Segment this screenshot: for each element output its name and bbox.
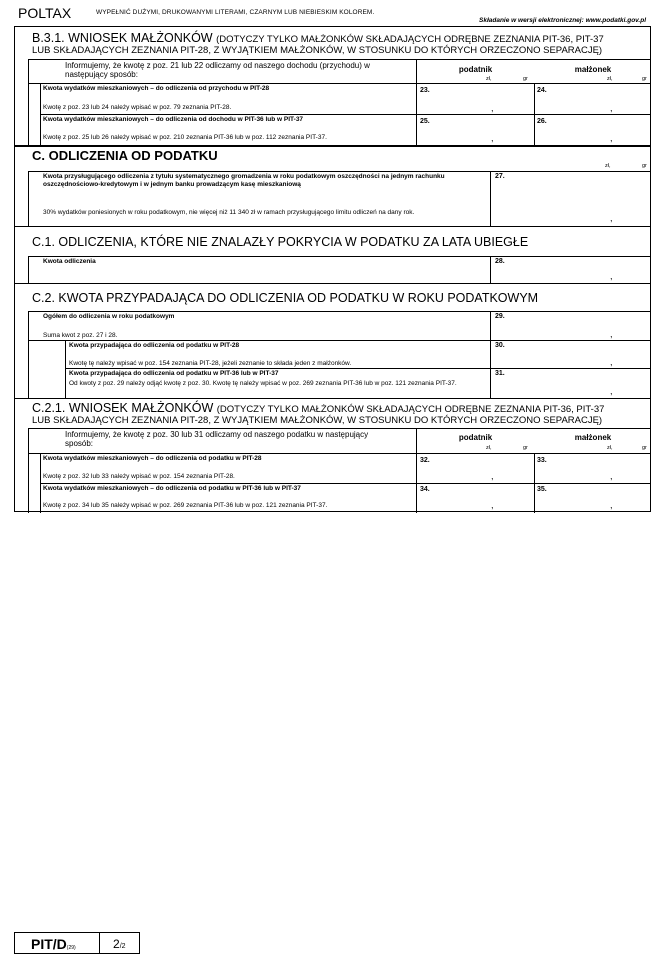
amount-field-28[interactable] bbox=[491, 257, 650, 282]
b31-row2-label: Kwota wydatków mieszkaniowych – do odliczenia od dochodu w PIT-36 lub w PIT-37 bbox=[43, 116, 304, 123]
section-c21-title: C.2.1. WNIOSEK MAŁŻONKÓW (DOTYCZY TYLKO MAŁŻONKÓW SKŁADAJĄCYCH ODRĘBNE ZEZNANIA PIT-36, PIT-37 bbox=[32, 401, 605, 415]
section-c-title: C. ODLICZENIA OD PODATKU bbox=[32, 148, 218, 163]
section-b31-title: B.3.1. WNIOSEK MAŁŻONKÓW (DOTYCZY TYLKO MAŁŻONKÓW SKŁADAJĄCYCH ODRĘBNE ZEZNANIA PIT-36, PIT-37 bbox=[32, 31, 604, 45]
field-24-number: 24. bbox=[537, 87, 547, 94]
c21-row1-label: Kwota wydatków mieszkaniowych – do odliczenia od podatku w PIT-28 bbox=[43, 455, 262, 462]
c2-row2-label: Kwota przypadająca do odliczenia od podatku w PIT-28 bbox=[69, 342, 240, 349]
c2-row1-label: Ogółem do odliczenia w roku podatkowym bbox=[43, 313, 175, 320]
field-29-number: 29. bbox=[495, 313, 505, 320]
field-30-number: 30. bbox=[495, 342, 505, 349]
col-taxpayer-c21: podatnik bbox=[458, 433, 493, 442]
c21-row2-label: Kwota wydatków mieszkaniowych – do odliczenia od podatku w PIT-36 lub w PIT-37 bbox=[43, 485, 301, 492]
field-25-number: 25. bbox=[420, 118, 430, 125]
amount-field-26[interactable] bbox=[535, 115, 650, 145]
amount-field-25[interactable] bbox=[417, 115, 533, 145]
amount-field-29[interactable] bbox=[491, 312, 650, 340]
section-c21-intro: Informujemy, że kwotę z poz. 30 lub 31 odliczamy od naszego podatku w następujący sposób: bbox=[65, 430, 369, 448]
section-c2-title: C.2. KWOTA PRZYPADAJĄCA DO ODLICZENIA OD PODATKU W ROKU PODATKOWYM bbox=[32, 291, 539, 305]
field-31-number: 31. bbox=[495, 370, 505, 377]
field-34-number: 34. bbox=[420, 486, 430, 493]
form-system-name: POLTAX bbox=[18, 5, 72, 21]
field-23-number: 23. bbox=[420, 87, 430, 94]
section-c1-label: Kwota odliczenia bbox=[43, 258, 96, 265]
amount-field-24[interactable] bbox=[535, 84, 650, 114]
section-b31-intro: Informujemy, że kwotę z poz. 21 lub 22 odliczamy od naszego dochodu (przychodu) w następujący sposób: bbox=[65, 61, 370, 79]
electronic-filing-note: Składanie w wersji elektronicznej: www.podatki.gov.pl bbox=[479, 17, 646, 24]
b31-row1-note: Kwotę z poz. 23 lub 24 należy wpisać w poz. 79 zeznania PIT-28. bbox=[43, 104, 232, 111]
b31-row1-label: Kwota wydatków mieszkaniowych – do odliczenia od przychodu w PIT-28 bbox=[43, 85, 270, 92]
amount-field-32[interactable] bbox=[417, 454, 533, 482]
amount-field-35[interactable] bbox=[535, 484, 650, 512]
field-32-number: 32. bbox=[420, 457, 430, 464]
amount-field-34[interactable] bbox=[417, 484, 533, 512]
form-page: B.3.1. WNIOSEK MAŁŻONKÓW (DOTYCZY TYLKO MAŁŻONKÓW SKŁADAJĄCYCH ODRĘBNE ZEZNANIA PIT-36, PIT-37 LUB SKŁADAJĄCYCH ZEZNANIA PIT-28, Z WYJĄTKIEM MAŁŻONKÓW, W STOSUNKU DO KTÓRYCH ORZECZONO SEPARACJĘ) Informujemy, że kwotę z poz. 21 lub 22 odliczamy od naszego dochodu (przychodu) w następujący sposób: podatnik małżonek zł, gr zł, gr Kwota wydatków mieszkaniowych – do odliczenia od przychodu w PIT-28 Kwotę z poz. 23 lub 24 należy wpisać w poz. 79 zeznania PIT-28. 23. , 24. , Kwota wydatków mieszkaniowych – do odliczenia od dochodu w PIT-36 lub w PIT-37 Kwotę z poz. 25 lub 26 należy wpisać w poz. 210 zeznania PIT-36 lub w poz. 112 zeznania PIT-37. 25. , 26. , C. ODLICZENIA OD PODATKU zł, gr Kwota przysługującego odliczenia z tytułu systematycznego gromadzenia w roku podatkowym oszczędności na jednym rachunku oszczędnościowo-kredytowym i w jednym banku prowadzącym kasę mieszkaniową 30% wydatków poniesionych w roku podatkowym, nie więcej niż 11 340 zł w ramach przysługującego limitu odliczeń na dany rok. 27. , C.1. ODLICZENIA, KTÓRE NIE ZNALAZŁY POKRYCIA W PODATKU ZA LATA UBIEGŁE Kwota odliczenia 28. , C.2. KWOTA PRZYPADAJĄCA DO ODLICZENIA OD PODATKU W ROKU PODATKOWYM Ogółem do odliczenia w roku podatkowym Suma kwot z poz. 27 i 28. 29. , Kwota przypadająca do odliczenia od podatku w PIT-28 Kwotę tę należy wpisać w poz. 154 zeznania PIT-28, jeżeli zeznanie to składa jeden z małżonków. 30. , Kwota przypadająca do odliczenia od podatku w PIT-36 lub w PIT-37 Od kwoty z poz. 29 należy odjąć kwotę z poz. 30. Kwotę tę należy wpisać w poz. 269 zeznania PIT-36 lub w poz. 121 zeznania PIT-37. 31. , C.2.1. WNIOSEK MAŁŻONKÓW (DOTYCZY TYLKO MAŁŻONKÓW SKŁADAJĄCYCH ODRĘBNE ZEZNANIA PIT-36, PIT-37 LUB SKŁADAJĄCYCH ZEZNANIA PIT-28, Z WYJĄTKIEM MAŁŻONKÓW, W STOSUNKU DO KTÓRYCH ORZECZONO SEPARACJĘ) Informujemy, że kwotę z poz. 30 lub 31 odliczamy od naszego podatku w następujący sposób: podatnik małżonek zł, gr zł, gr Kwota wydatków mieszkaniowych – do odliczenia od podatku w PIT-28 Kwotę z poz. 32 lub 33 należy wpisać w poz. 154 zeznania PIT-28. 32. , 33. , Kwota wydatków mieszkaniowych – do odliczenia od podatku w PIT-36 lub w PIT-37 Kwotę z poz. 34 lub 35 należy wpisać w poz. 269 zeznania PIT-36 lub w poz. 121 zeznania PIT-37. 34. , 35. , bbox=[14, 26, 651, 512]
col-taxpayer: podatnik bbox=[458, 65, 493, 74]
section-c-note: 30% wydatków poniesionych w roku podatkowym, nie więcej niż 11 340 zł w ramach przysługującego limitu odliczeń na dany rok. bbox=[43, 209, 415, 216]
field-28-number: 28. bbox=[495, 258, 505, 265]
amount-field-33[interactable] bbox=[535, 454, 650, 482]
fill-instruction: WYPEŁNIĆ DUŻYMI, DRUKOWANYMI LITERAMI, CZARNYM LUB NIEBIESKIM KOLOREM. bbox=[96, 9, 375, 16]
amount-field-27[interactable] bbox=[491, 172, 650, 225]
b31-row2-note: Kwotę z poz. 25 lub 26 należy wpisać w poz. 210 zeznania PIT-36 lub w poz. 112 zeznania PIT-37. bbox=[43, 134, 327, 141]
field-33-number: 33. bbox=[537, 457, 547, 464]
field-27-number: 27. bbox=[495, 173, 505, 180]
c2-row2-note: Kwotę tę należy wpisać w poz. 154 zeznania PIT-28, jeżeli zeznanie to składa jeden z małżonków. bbox=[69, 360, 352, 367]
c21-row1-note: Kwotę z poz. 32 lub 33 należy wpisać w poz. 154 zeznania PIT-28. bbox=[43, 473, 235, 480]
col-spouse-c21: małżonek bbox=[574, 433, 612, 442]
section-c-label: Kwota przysługującego odliczenia z tytułu systematycznego gromadzenia w roku podatkowym oszczędności na jednym rachunku oszczędnościowo-kredytowym i w jednym banku prowadzącym kasę mieszkaniową bbox=[43, 173, 445, 188]
section-c1-title: C.1. ODLICZENIA, KTÓRE NIE ZNALAZŁY POKRYCIA W PODATKU ZA LATA UBIEGŁE bbox=[32, 235, 529, 249]
section-b31-title-line2: LUB SKŁADAJĄCYCH ZEZNANIA PIT-28, Z WYJĄTKIEM MAŁŻONKÓW, W STOSUNKU DO KTÓRYCH ORZECZONO SEPARACJĘ) bbox=[32, 45, 603, 56]
amount-field-31[interactable] bbox=[491, 369, 650, 397]
field-35-number: 35. bbox=[537, 486, 547, 493]
c2-row1-note: Suma kwot z poz. 27 i 28. bbox=[43, 332, 118, 339]
amount-field-30[interactable] bbox=[491, 341, 650, 368]
c2-row3-note: Od kwoty z poz. 29 należy odjąć kwotę z poz. 30. Kwotę tę należy wpisać w poz. 269 zeznania PIT-36 lub w poz. 121 zeznania PIT-37. bbox=[69, 380, 457, 387]
field-26-number: 26. bbox=[537, 118, 547, 125]
col-spouse: małżonek bbox=[574, 65, 612, 74]
form-code: PIT/D(29) bbox=[31, 936, 76, 952]
c21-row2-note: Kwotę z poz. 34 lub 35 należy wpisać w poz. 269 zeznania PIT-36 lub w poz. 121 zeznania PIT-37. bbox=[43, 502, 328, 509]
page-number: 2/2 bbox=[113, 937, 126, 951]
c2-row3-label: Kwota przypadająca do odliczenia od podatku w PIT-36 lub w PIT-37 bbox=[69, 370, 279, 377]
form-code-box bbox=[14, 932, 140, 954]
amount-field-23[interactable] bbox=[417, 84, 533, 114]
section-c21-title-line2: LUB SKŁADAJĄCYCH ZEZNANIA PIT-28, Z WYJĄTKIEM MAŁŻONKÓW, W STOSUNKU DO KTÓRYCH ORZECZONO SEPARACJĘ) bbox=[32, 415, 603, 426]
